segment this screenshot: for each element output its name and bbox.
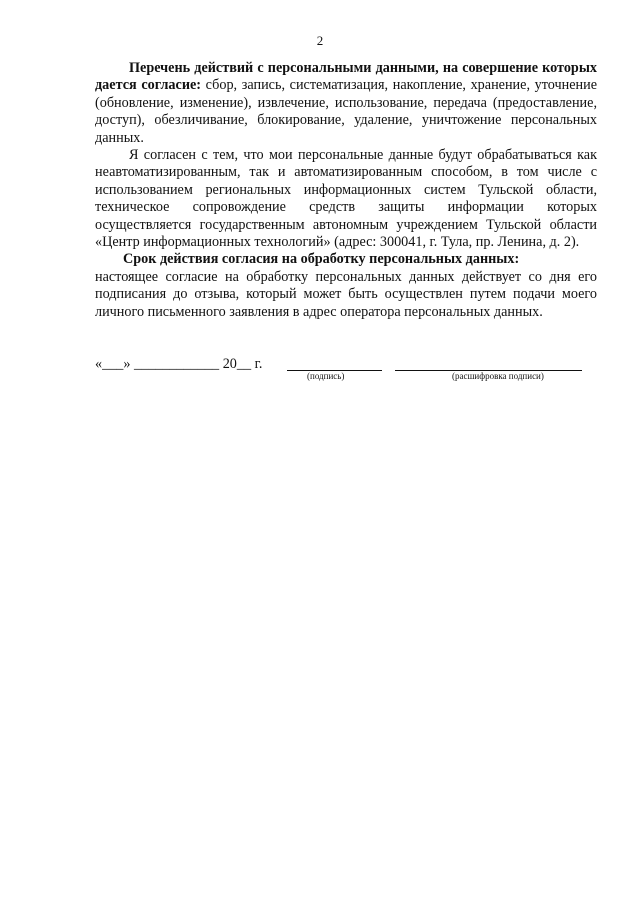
validity-heading-paragraph	[95, 251, 597, 268]
page-number: 2	[316, 33, 324, 48]
document-body	[95, 60, 597, 321]
signature-block	[95, 356, 605, 386]
date-line: «___» ____________ 20__ г.	[95, 356, 263, 372]
actions-text: сбор, запись, систематизация, накопление, хранение, уточнение (обновление, изменение), извлечение, использование, передача (предоставление, доступ), обезличивание, блокирование, удаление, уничтожение персональных данных.	[95, 77, 597, 146]
consent-text: Я согласен с тем, что мои персональные данные будут обрабатываться как неавтоматизированным, так и автоматизированным способом, в том числе с использованием региональных информационных систем Тульской области, техническое сопровождение средств защиты информации которых осуществляется государственным автономным учреждением Тульской области «Центр информационных технологий» (адрес: 300041, г. Тула, пр. Ленина, д. 2).	[95, 147, 597, 251]
consent-paragraph	[95, 147, 597, 251]
transcript-caption: (расшифровка подписи)	[452, 371, 544, 381]
signature-caption: (подпись)	[307, 371, 345, 381]
validity-text: настоящее согласие на обработку персональных данных действует со дня его подписания до отзыва, который может быть осуществлен путем подачи моего личного письменного заявления в адрес оператора персональных данных.	[95, 268, 597, 320]
actions-heading: Перечень действий с персональными данными, на совершение которых дается согласие:	[95, 60, 597, 94]
actions-paragraph	[95, 60, 597, 147]
validity-heading: Срок действия согласия на обработку персональных данных:	[123, 251, 520, 268]
validity-paragraph	[95, 269, 597, 321]
